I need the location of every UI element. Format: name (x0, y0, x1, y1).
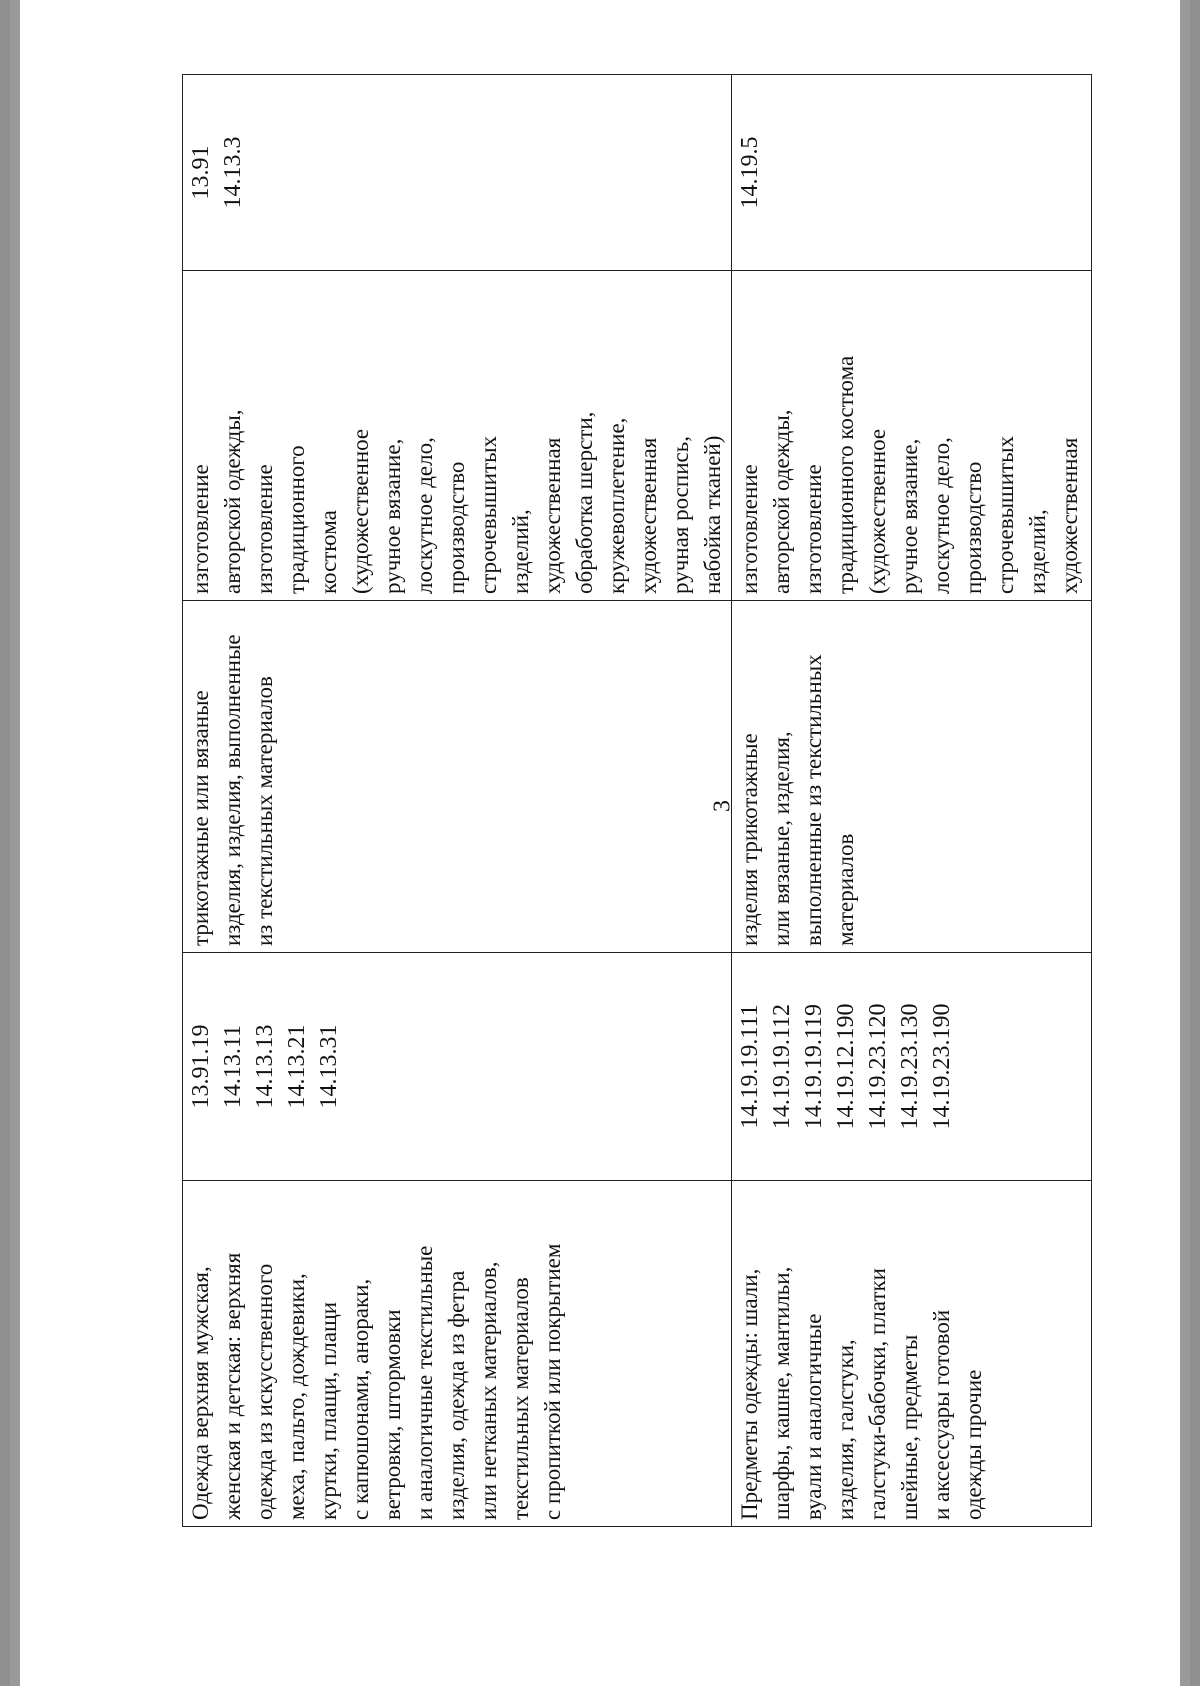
table-row (183, 75, 732, 1527)
scan-edge-left (10, 0, 20, 1686)
product-category-cell: трикотажные или вязаные изделия, изделия, выполненные из текстильных материалов (183, 601, 732, 953)
activity-cell: изготовление авторской одежды, изготовление традиционного костюма (художественное ручное вязание, лоскутное дело, производство строчевышитых изделий, художественная обработка шерсти, кружевоплетение, художественная ручная роспись, набойка тканей) (183, 271, 732, 601)
product-name-cell: Одежда верхняя мужская, женская и детская: верхняя одежда из искусственного меха, пальто, дождевики, куртки, плащи, плащи с капюшонами, анораки, ветровки, штормовки и аналогичные текстильные изделия, одежда из фетра или нетканых материалов, текстильных материалов с пропиткой или покрытием (183, 1181, 732, 1527)
okpd-codes-cell: 13.91.19 14.13.11 14.13.13 14.13.21 14.13.31 (183, 953, 732, 1181)
page-number: 3 (709, 800, 736, 812)
scanned-page (10, 0, 1190, 1686)
scan-edge-right (1180, 0, 1190, 1686)
product-name-cell: Предметы одежды: шали, шарфы, кашне, мантильи, вуали и аналогичные изделия, галстуки, галстуки-бабочки, платки шейные, предметы и аксессуары готовой одежды прочие (732, 1181, 1092, 1527)
rotated-table-wrapper (182, 75, 1090, 1527)
classification-table (182, 74, 1092, 1527)
okved-codes-cell: 14.19.5 (732, 75, 1092, 271)
okpd-codes-cell: 14.19.19.111 14.19.19.112 14.19.19.119 14.19.12.190 14.19.23.120 14.19.23.130 14.19.23.190 (732, 953, 1092, 1181)
okved-codes-cell: 13.91 14.13.3 (183, 75, 732, 271)
activity-cell: изготовление авторской одежды, изготовление традиционного костюма (художественное ручное вязание, лоскутное дело, производство строчевышитых изделий, художественная (732, 271, 1092, 601)
product-category-cell: изделия трикотажные или вязаные, изделия, выполненные из текстильных материалов (732, 601, 1092, 953)
table-row (732, 75, 1092, 1527)
